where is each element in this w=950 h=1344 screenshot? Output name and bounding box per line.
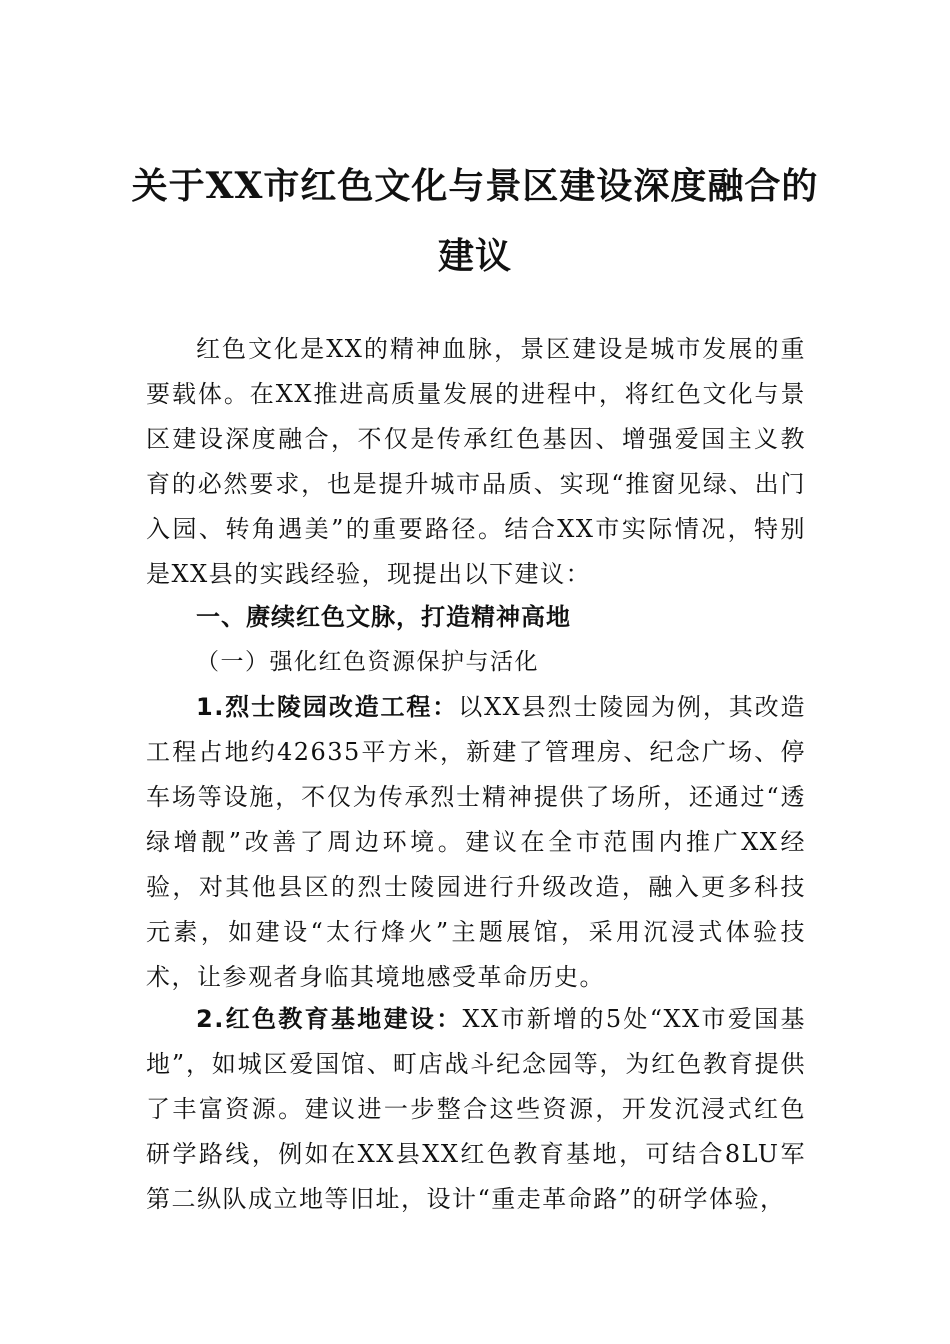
subsection-heading: （一）强化红色资源保护与活化 xyxy=(196,649,539,675)
item2-lead: 2.红色教育基地建设： xyxy=(196,1005,463,1033)
item2-text: XX市新增的5处“XX市爱国基地”，如城区爱国馆、町店战斗纪念园等，为红色教育提供了丰富资源。建议进一步整合这些资源，开发沉浸式红色研学路线，例如在XX县XX红色教育基地，可结合8LU军第二纵队成立地等旧址，设计“重走革命路”的研学体验， xyxy=(146,1005,806,1213)
item1-lead: 1.烈士陵园改造工程： xyxy=(196,693,459,721)
intro-paragraph: 红色文化是XX的精神血脉，景区建设是城市发展的重要载体。在XX推进高质量发展的进程中，将红色文化与景区建设深度融合，不仅是传承红色基因、增强爱国主义教育的必然要求，也是提升城市品质、实现“推窗见绿、出门入园、转角遇美”的重要路径。结合XX市实际情况，特别是XX县的实践经验，现提出以下建议： xyxy=(146,335,806,588)
item2-paragraph xyxy=(146,997,806,1222)
document-title-line1: 关于XX市红色文化与景区建设深度融合的 xyxy=(131,165,819,207)
item1-text: 以XX县烈士陵园为例，其改造工程占地约42635平方米，新建了管理房、纪念广场、停车场等设施，不仅为传承烈士精神提供了场所，还通过“透绿增靓”改善了周边环境。建议在全市范围内推广XX经验，对其他县区的烈士陵园进行升级改造，融入更多科技元素，如建设“太行烽火”主题展馆，采用沉浸式体验技术，让参观者身临其境地感受革命历史。 xyxy=(146,693,806,991)
item1-paragraph xyxy=(146,685,806,1000)
document-title-line2: 建议 xyxy=(437,235,512,277)
section-heading: 一、赓续红色文脉，打造精神高地 xyxy=(196,603,571,631)
